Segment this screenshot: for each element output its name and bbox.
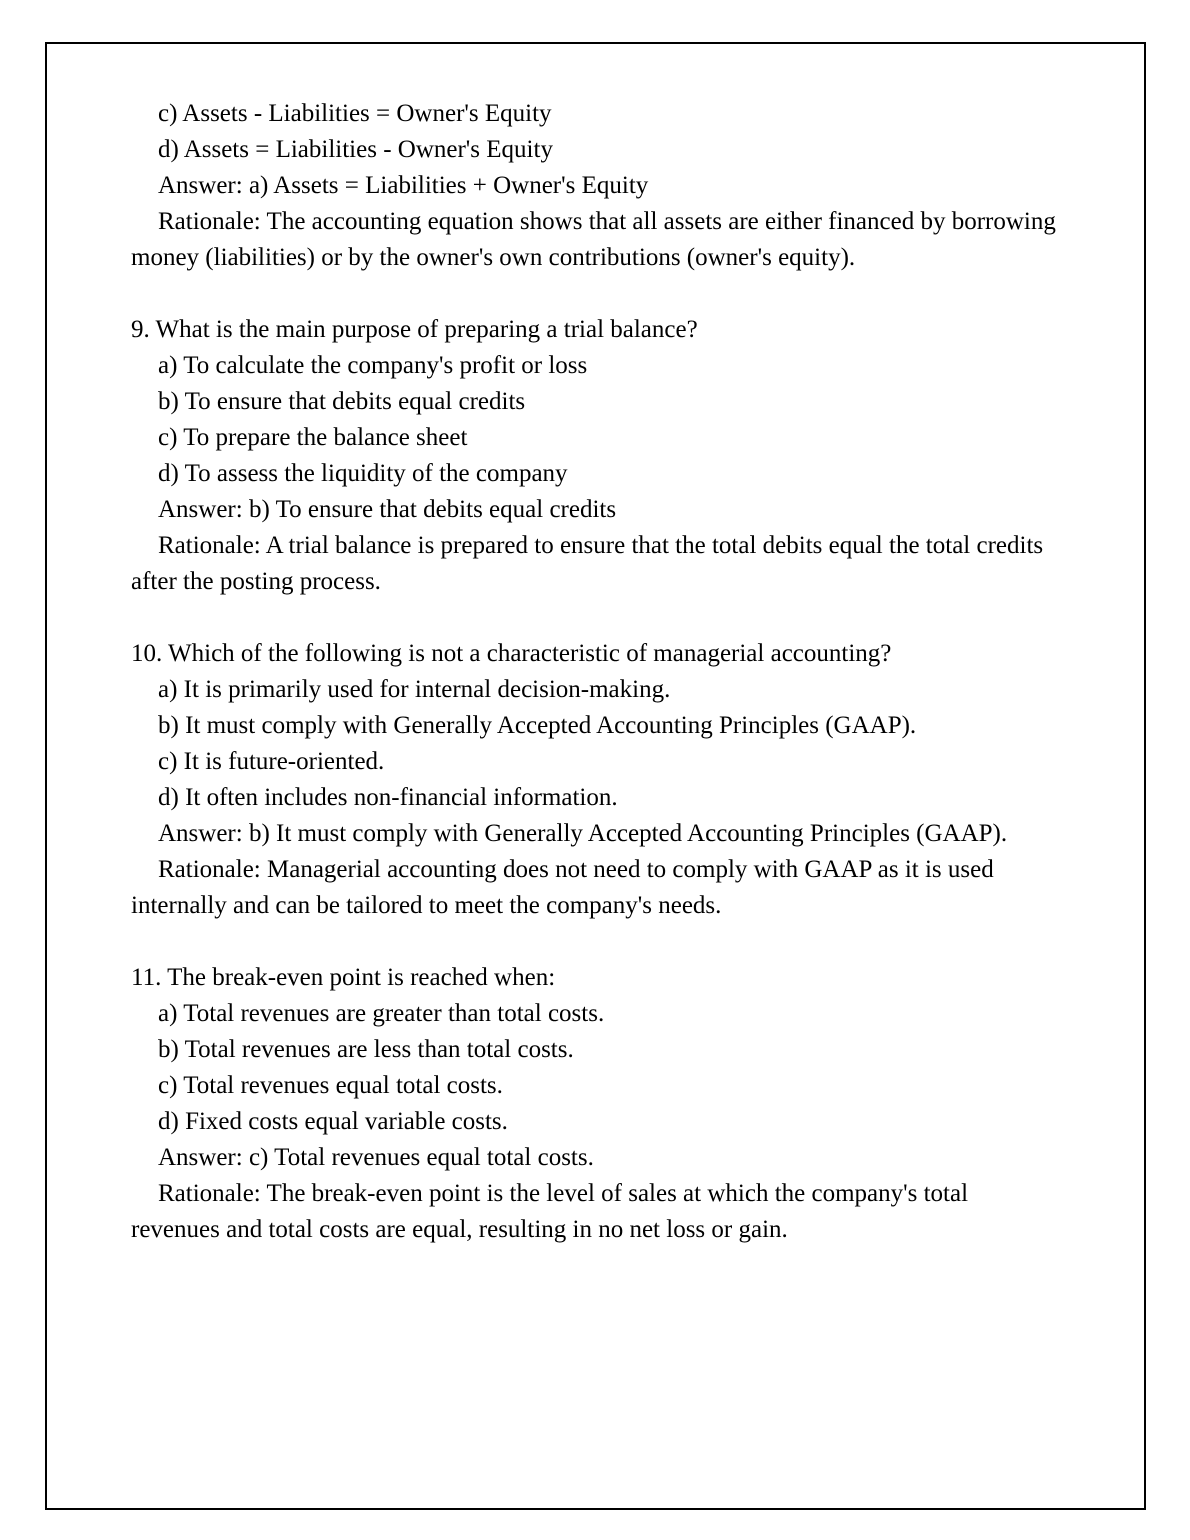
option-line: b) Total revenues are less than total costs.: [158, 1036, 574, 1063]
rationale-line: Rationale: Managerial accounting does not need to comply with GAAP as it is used internally and can be tailored to meet the company's needs.: [131, 856, 994, 919]
answer-line: Answer: a) Assets = Liabilities + Owner's Equity: [158, 172, 649, 199]
option-line: a) To calculate the company's profit or loss: [158, 352, 588, 379]
option-line: c) To prepare the balance sheet: [158, 424, 468, 451]
option-line: d) Fixed costs equal variable costs.: [158, 1108, 508, 1135]
option-line: d) To assess the liquidity of the company: [158, 460, 568, 487]
option-line: d) It often includes non-financial information.: [158, 784, 618, 811]
question-block-9: [131, 312, 1061, 600]
answer-line: Answer: c) Total revenues equal total costs.: [158, 1144, 594, 1171]
option-line: b) To ensure that debits equal credits: [158, 388, 526, 415]
rationale-line: Rationale: The break-even point is the level of sales at which the company's total revenues and total costs are equal, resulting in no net loss or gain.: [131, 1180, 969, 1243]
question-block-10: [131, 636, 1061, 924]
question-block-8-tail: [131, 96, 1061, 276]
question-line: 9. What is the main purpose of preparing a trial balance?: [131, 316, 698, 343]
option-line: a) It is primarily used for internal decision-making.: [158, 676, 671, 703]
document-content: [47, 44, 1144, 1508]
option-line: c) Total revenues equal total costs.: [158, 1072, 503, 1099]
answer-line: Answer: b) To ensure that debits equal credits: [158, 496, 617, 523]
option-line: b) It must comply with Generally Accepted Accounting Principles (GAAP).: [158, 712, 917, 739]
option-line: c) It is future-oriented.: [158, 748, 385, 775]
page-border: [45, 42, 1146, 1510]
rationale-line: Rationale: A trial balance is prepared to ensure that the total debits equal the total credits after the posting process.: [131, 532, 1044, 595]
option-line: a) Total revenues are greater than total costs.: [158, 1000, 605, 1027]
rationale-line: Rationale: The accounting equation shows that all assets are either financed by borrowing money (liabilities) or by the owner's own contributions (owner's equity).: [131, 208, 1056, 271]
option-line: d) Assets = Liabilities - Owner's Equity: [158, 136, 553, 163]
question-line: 11. The break-even point is reached when:: [131, 964, 556, 991]
answer-line: Answer: b) It must comply with Generally Accepted Accounting Principles (GAAP).: [158, 820, 1008, 847]
question-line: 10. Which of the following is not a characteristic of managerial accounting?: [131, 640, 892, 667]
option-line: c) Assets - Liabilities = Owner's Equity: [158, 100, 552, 127]
question-block-11: [131, 960, 1061, 1248]
